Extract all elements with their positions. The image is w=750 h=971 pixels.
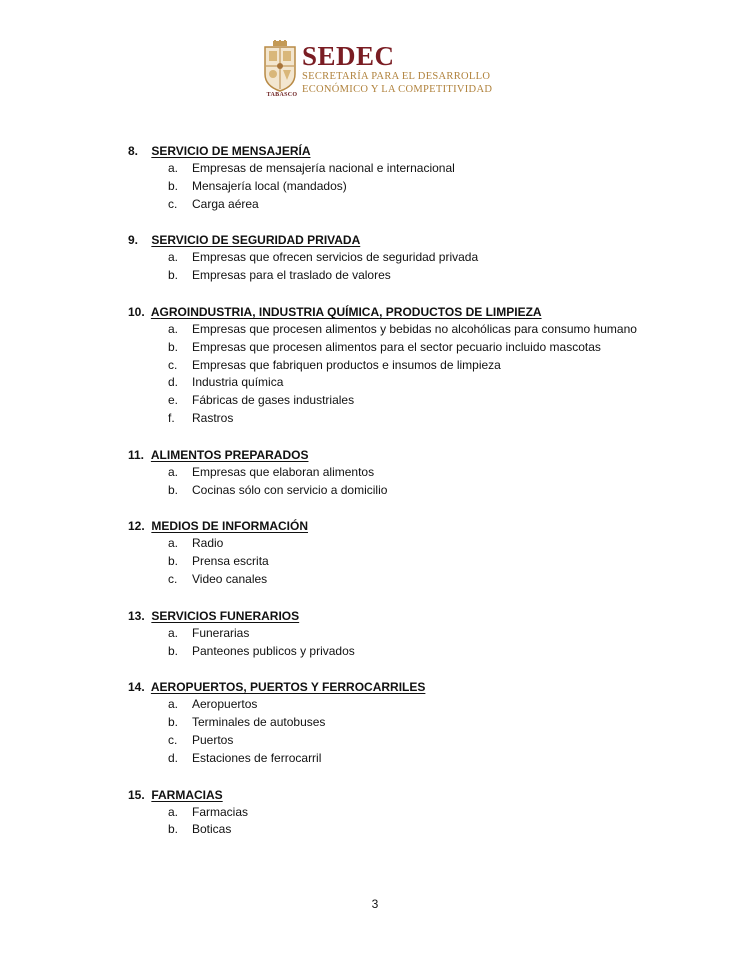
item-text: Rastros — [192, 410, 234, 425]
item-text: Video canales — [192, 571, 268, 586]
section-heading — [128, 786, 688, 804]
list-item — [128, 804, 688, 822]
section-medios-de-informacion — [128, 517, 688, 588]
tabasco-crest-icon — [262, 40, 298, 102]
item-letter: d. — [168, 750, 179, 765]
item-letter: b. — [168, 715, 179, 730]
item-letter: a. — [168, 536, 179, 551]
crest-label: TABASCO — [266, 92, 298, 98]
brand-subtitle-line-1: SECRETARÍA PARA EL DESARROLLO — [302, 71, 491, 82]
item-text: Empresas que fabriquen productos e insumos de limpieza — [192, 357, 501, 372]
section-number: 8. — [128, 144, 139, 158]
item-letter: a. — [168, 697, 179, 712]
section-heading — [128, 142, 688, 160]
section-aeropuertos-puertos-ferrocarriles — [128, 678, 688, 767]
item-letter: a. — [168, 804, 179, 819]
section-agroindustria — [128, 303, 688, 428]
list-item — [128, 714, 688, 732]
brand-block — [302, 42, 492, 96]
list-item — [128, 535, 688, 553]
item-text: Terminales de autobuses — [192, 715, 326, 730]
list-item — [128, 643, 688, 661]
section-item-list — [128, 249, 688, 285]
item-letter: e. — [168, 393, 179, 408]
section-number: 13. — [128, 608, 145, 623]
item-text: Cocinas sólo con servicio a domicilio — [192, 482, 388, 497]
item-letter: b. — [168, 482, 179, 497]
item-letter: f. — [168, 410, 175, 425]
section-item-list — [128, 625, 688, 661]
item-text: Empresas que ofrecen servicios de seguridad privada — [192, 250, 479, 265]
item-text: Empresas para el traslado de valores — [192, 268, 391, 283]
item-letter: b. — [168, 822, 179, 837]
section-item-list — [128, 696, 688, 767]
section-number: 12. — [128, 519, 145, 534]
section-title: ALIMENTOS PREPARADOS — [150, 447, 309, 462]
item-letter: a. — [168, 161, 179, 175]
item-letter: a. — [168, 464, 179, 479]
item-text: Mensajería local (mandados) — [192, 178, 347, 193]
list-item — [128, 374, 688, 392]
section-servicio-de-mensajeria — [128, 142, 688, 213]
list-item — [128, 321, 688, 339]
item-text: Aeropuertos — [192, 697, 258, 712]
item-letter: a. — [168, 250, 179, 265]
section-heading — [128, 678, 688, 696]
item-letter: c. — [168, 732, 178, 747]
section-title: SERVICIO DE MENSAJERÍA — [151, 144, 311, 158]
section-title: SERVICIOS FUNERARIOS — [151, 608, 300, 623]
item-letter: c. — [168, 196, 178, 211]
list-item — [128, 571, 688, 589]
section-heading — [128, 446, 688, 464]
brand-name: SEDEC — [302, 41, 395, 71]
item-text: Estaciones de ferrocarril — [192, 750, 322, 765]
section-alimentos-preparados — [128, 446, 688, 500]
section-heading — [128, 231, 688, 249]
list-item — [128, 625, 688, 643]
section-number: 14. — [128, 680, 145, 695]
list-item — [128, 410, 688, 428]
item-letter: a. — [168, 321, 179, 336]
section-title: MEDIOS DE INFORMACIÓN — [151, 519, 309, 534]
item-text: Boticas — [192, 822, 232, 837]
list-item — [128, 482, 688, 500]
list-item — [128, 464, 688, 482]
item-text: Empresas que elaboran alimentos — [192, 464, 375, 479]
list-item — [128, 732, 688, 750]
list-item — [128, 357, 688, 375]
item-text: Fábricas de gases industriales — [192, 393, 355, 408]
item-text: Empresas que procesen alimentos y bebidas no alcohólicas para consumo humano — [192, 321, 637, 336]
page-number: 3 — [371, 897, 379, 911]
item-letter: a. — [168, 625, 179, 640]
item-letter: d. — [168, 375, 179, 390]
item-letter: c. — [168, 571, 178, 586]
section-servicios-funerarios — [128, 607, 688, 661]
item-letter: b. — [168, 643, 179, 658]
list-item — [128, 249, 688, 267]
item-text: Empresas que procesen alimentos para el sector pecuario incluido mascotas — [192, 339, 601, 354]
item-text: Funerarias — [192, 625, 250, 640]
section-item-list — [128, 321, 688, 428]
section-title: AEROPUERTOS, PUERTOS Y FERROCARRILES — [150, 680, 426, 695]
section-farmacias — [128, 786, 688, 840]
section-heading — [128, 303, 688, 321]
section-number: 11. — [128, 447, 145, 462]
item-letter: b. — [168, 178, 179, 193]
section-number: 9. — [128, 233, 139, 248]
item-text: Industria química — [192, 375, 284, 390]
section-heading — [128, 517, 688, 535]
item-letter: b. — [168, 554, 179, 569]
list-item — [128, 392, 688, 410]
section-heading — [128, 607, 688, 625]
item-text: Prensa escrita — [192, 554, 269, 569]
section-number: 10. — [128, 304, 145, 319]
section-title: SERVICIO DE SEGURIDAD PRIVADA — [151, 233, 361, 248]
brand-subtitle-line-2: ECONÓMICO Y LA COMPETITIVIDAD — [302, 84, 493, 95]
item-text: Radio — [192, 536, 224, 551]
item-text: Empresas de mensajería nacional e internacional — [192, 161, 455, 175]
document-content — [128, 142, 688, 857]
list-item — [128, 696, 688, 714]
list-item — [128, 160, 688, 178]
list-item — [128, 553, 688, 571]
item-letter: b. — [168, 268, 179, 283]
list-item — [128, 196, 688, 214]
item-text: Puertos — [192, 732, 234, 747]
section-number: 15. — [128, 787, 145, 802]
item-text: Carga aérea — [192, 196, 259, 211]
item-text: Panteones publicos y privados — [192, 643, 355, 658]
item-text: Farmacias — [192, 804, 249, 819]
list-item — [128, 267, 688, 285]
section-title: AGROINDUSTRIA, INDUSTRIA QUÍMICA, PRODUCTOS DE LIMPIEZA — [150, 304, 542, 319]
section-item-list — [128, 535, 688, 588]
list-item — [128, 339, 688, 357]
item-letter: c. — [168, 357, 178, 372]
list-item — [128, 821, 688, 839]
list-item — [128, 178, 688, 196]
document-header — [262, 40, 522, 102]
section-item-list — [128, 804, 688, 840]
section-title: FARMACIAS — [151, 787, 223, 802]
section-item-list — [128, 464, 688, 500]
list-item — [128, 750, 688, 768]
section-servicio-de-seguridad-privada — [128, 231, 688, 285]
section-item-list — [128, 160, 688, 213]
item-letter: b. — [168, 339, 179, 354]
